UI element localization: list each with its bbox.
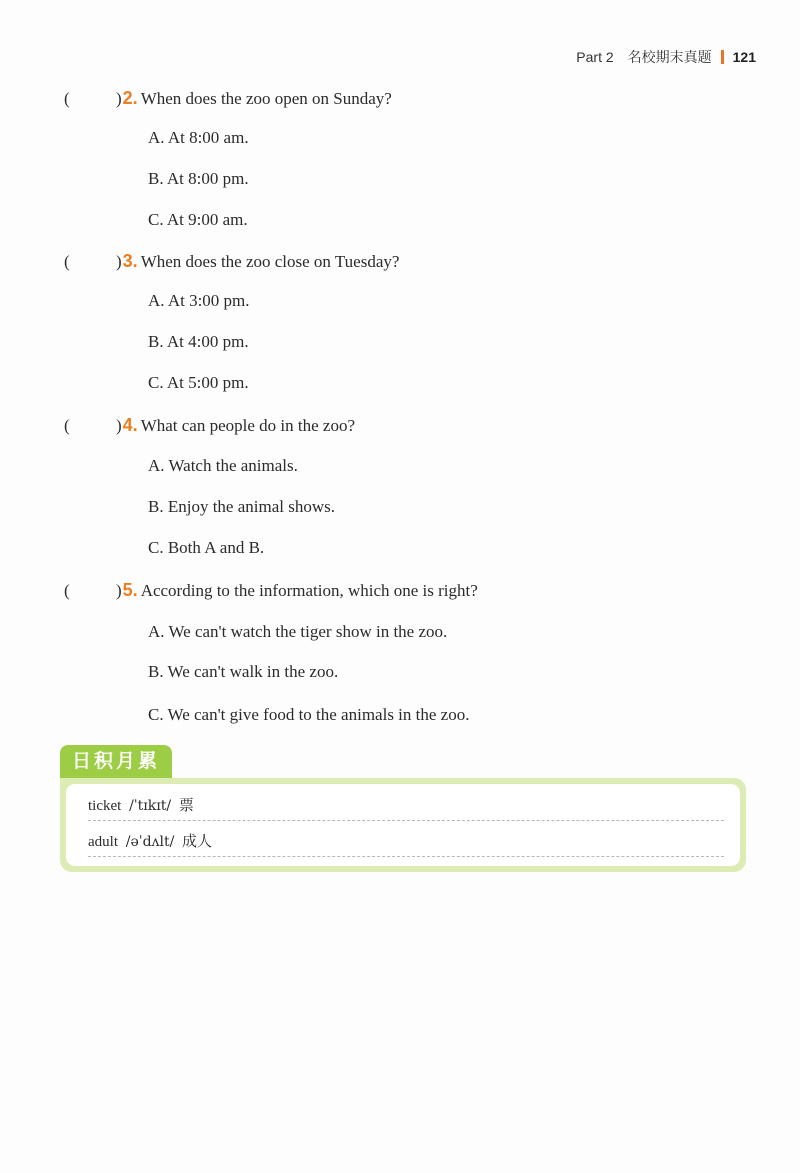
option-a: A. We can't watch the tiger show in the zoo. bbox=[148, 622, 448, 641]
question-number: 4. bbox=[122, 415, 138, 435]
header-divider bbox=[721, 50, 724, 64]
option-c: C. Both A and B. bbox=[148, 538, 265, 557]
vocab-word: adult bbox=[88, 834, 118, 850]
page-header bbox=[576, 47, 756, 67]
vocab-ipa: /ˈtɪkɪt/ bbox=[129, 798, 172, 814]
answer-blank[interactable]: ( bbox=[64, 416, 70, 435]
question-text: When does the zoo open on Sunday? bbox=[140, 89, 392, 108]
option-c: C. At 9:00 am. bbox=[148, 210, 248, 229]
page-number: 121 bbox=[732, 49, 756, 65]
part-label: Part 2 bbox=[576, 49, 614, 65]
vocab-meaning: 票 bbox=[178, 796, 194, 814]
option-b: B. At 8:00 pm. bbox=[148, 169, 249, 188]
vocab-item bbox=[88, 786, 724, 821]
question-5: ( ) 5. According to the information, which one is right? bbox=[64, 580, 478, 600]
vocab-word: ticket bbox=[88, 798, 122, 814]
section-title: 名校期末真题 bbox=[627, 49, 712, 65]
question-4: ( ) 4. What can people do in the zoo? bbox=[64, 415, 355, 435]
vocab-item bbox=[88, 822, 724, 857]
option-a: A. At 8:00 am. bbox=[148, 128, 249, 147]
option-b: B. Enjoy the animal shows. bbox=[148, 497, 335, 516]
answer-blank[interactable]: ( bbox=[64, 581, 70, 600]
option-a: A. Watch the animals. bbox=[148, 456, 298, 475]
question-text: According to the information, which one is right? bbox=[140, 581, 478, 600]
answer-blank[interactable]: ( bbox=[64, 89, 70, 108]
option-a: A. At 3:00 pm. bbox=[148, 291, 250, 310]
vocab-box bbox=[60, 778, 746, 872]
question-text: When does the zoo close on Tuesday? bbox=[140, 252, 400, 271]
option-c: C. We can't give food to the animals in the zoo. bbox=[148, 705, 470, 724]
option-b: B. We can't walk in the zoo. bbox=[148, 662, 339, 681]
option-b: B. At 4:00 pm. bbox=[148, 332, 249, 351]
question-2: ( ) 2. When does the zoo open on Sunday? bbox=[64, 88, 392, 108]
question-number: 2. bbox=[122, 88, 138, 108]
question-3: ( ) 3. When does the zoo close on Tuesday? bbox=[64, 251, 400, 271]
question-number: 3. bbox=[122, 251, 138, 271]
option-c: C. At 5:00 pm. bbox=[148, 373, 249, 392]
vocab-meaning: 成人 bbox=[182, 832, 213, 850]
answer-blank[interactable]: ( bbox=[64, 252, 70, 271]
vocab-ipa: /əˈdʌlt/ bbox=[125, 834, 175, 850]
question-text: What can people do in the zoo? bbox=[140, 416, 355, 435]
question-number: 5. bbox=[122, 580, 138, 600]
vocab-title: 日积月累 bbox=[60, 745, 172, 778]
